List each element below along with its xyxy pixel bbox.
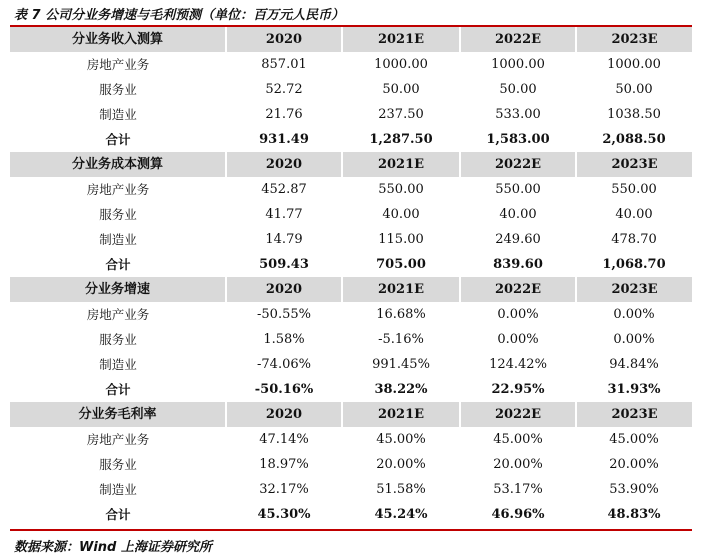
value-cell: 857.01: [261, 57, 307, 72]
table-row: [10, 202, 692, 227]
value-cell: 45.00%: [609, 432, 659, 447]
value-cell: 31.93%: [607, 382, 661, 397]
table-row: [10, 352, 692, 377]
bottom-red-rule: [10, 529, 692, 531]
value-cell: 1.58%: [263, 332, 305, 347]
forecast-table: [10, 27, 692, 527]
year-header: 2023E: [576, 402, 692, 427]
year-header: 2021E: [342, 152, 460, 177]
value-cell: 50.00: [382, 82, 420, 97]
table-title: 表 7 公司分业务增速与毛利预测（单位：百万元人民币）: [14, 8, 345, 23]
year-header: 2022E: [460, 402, 576, 427]
value-cell: 32.17%: [259, 482, 309, 497]
year-header: 2022E: [460, 152, 576, 177]
row-label: 合计: [105, 507, 131, 522]
section-header-row: [10, 402, 692, 427]
year-header: 2023E: [576, 152, 692, 177]
value-cell: 16.68%: [376, 307, 426, 322]
value-cell: 40.00: [382, 207, 420, 222]
value-cell: 47.14%: [259, 432, 309, 447]
value-cell: 931.49: [259, 132, 309, 147]
table-row: [10, 477, 692, 502]
value-cell: 21.76: [265, 107, 303, 122]
row-label: 合计: [105, 382, 131, 397]
value-cell: 52.72: [265, 82, 303, 97]
value-cell: 50.00: [499, 82, 537, 97]
data-source: 数据来源：Wind 上海证券研究所: [14, 540, 212, 555]
value-cell: 705.00: [376, 257, 426, 272]
value-cell: 53.17%: [493, 482, 543, 497]
section-header-row: [10, 152, 692, 177]
row-label: 服务业: [99, 82, 137, 97]
value-cell: 2,088.50: [602, 132, 666, 147]
value-cell: 509.43: [259, 257, 309, 272]
year-header: 2020: [226, 152, 342, 177]
row-label: 服务业: [99, 332, 137, 347]
row-label: 制造业: [99, 482, 137, 497]
value-cell: 22.95%: [491, 382, 545, 397]
value-cell: 237.50: [378, 107, 424, 122]
value-cell: -50.16%: [254, 382, 314, 397]
value-cell: 45.00%: [376, 432, 426, 447]
table-row: [10, 77, 692, 102]
value-cell: 45.00%: [493, 432, 543, 447]
value-cell: 20.00%: [493, 457, 543, 472]
total-row: [10, 377, 692, 402]
row-label: 房地产业务: [86, 307, 150, 322]
row-label: 合计: [105, 132, 131, 147]
value-cell: 0.00%: [613, 307, 655, 322]
value-cell: 1000.00: [607, 57, 661, 72]
table-row: [10, 177, 692, 202]
value-cell: 1,287.50: [369, 132, 433, 147]
year-header: 2022E: [460, 27, 576, 52]
value-cell: 550.00: [495, 182, 541, 197]
value-cell: 550.00: [378, 182, 424, 197]
value-cell: -74.06%: [257, 357, 311, 372]
year-header: 2023E: [576, 27, 692, 52]
year-header: 2020: [226, 277, 342, 302]
value-cell: 124.42%: [489, 357, 547, 372]
value-cell: 41.77: [265, 207, 303, 222]
value-cell: 1,068.70: [602, 257, 666, 272]
value-cell: 40.00: [499, 207, 537, 222]
value-cell: 478.70: [611, 232, 657, 247]
section-header-label: 分业务增速: [10, 277, 226, 302]
value-cell: 249.60: [495, 232, 541, 247]
table-row: [10, 227, 692, 252]
year-header: 2020: [226, 402, 342, 427]
value-cell: -5.16%: [378, 332, 424, 347]
value-cell: 452.87: [261, 182, 307, 197]
value-cell: 0.00%: [497, 332, 539, 347]
value-cell: -50.55%: [257, 307, 311, 322]
section-header-row: [10, 277, 692, 302]
value-cell: 50.00: [615, 82, 653, 97]
value-cell: 46.96%: [491, 507, 545, 522]
table-row: [10, 427, 692, 452]
value-cell: 48.83%: [607, 507, 661, 522]
table-row: [10, 102, 692, 127]
value-cell: 14.79: [265, 232, 303, 247]
table-row: [10, 327, 692, 352]
value-cell: 839.60: [493, 257, 543, 272]
value-cell: 94.84%: [609, 357, 659, 372]
value-cell: 40.00: [615, 207, 653, 222]
table-row: [10, 52, 692, 77]
row-label: 制造业: [99, 107, 137, 122]
year-header: 2021E: [342, 402, 460, 427]
row-label: 合计: [105, 257, 131, 272]
year-header: 2020: [226, 27, 342, 52]
value-cell: 45.30%: [257, 507, 311, 522]
total-row: [10, 502, 692, 527]
row-label: 制造业: [99, 232, 137, 247]
value-cell: 20.00%: [609, 457, 659, 472]
value-cell: 53.90%: [609, 482, 659, 497]
value-cell: 45.24%: [374, 507, 428, 522]
value-cell: 51.58%: [376, 482, 426, 497]
value-cell: 18.97%: [259, 457, 309, 472]
value-cell: 533.00: [495, 107, 541, 122]
section-header-row: [10, 27, 692, 52]
row-label: 房地产业务: [86, 182, 150, 197]
value-cell: 991.45%: [372, 357, 430, 372]
total-row: [10, 127, 692, 152]
section-header-label: 分业务成本测算: [10, 152, 226, 177]
value-cell: 1000.00: [491, 57, 545, 72]
value-cell: 550.00: [611, 182, 657, 197]
value-cell: 1000.00: [374, 57, 428, 72]
value-cell: 20.00%: [376, 457, 426, 472]
row-label: 房地产业务: [86, 432, 150, 447]
table-row: [10, 452, 692, 477]
row-label: 房地产业务: [86, 57, 150, 72]
section-header-label: 分业务毛利率: [10, 402, 226, 427]
table-body: [10, 27, 692, 527]
year-header: 2023E: [576, 277, 692, 302]
table-row: [10, 302, 692, 327]
row-label: 服务业: [99, 207, 137, 222]
value-cell: 0.00%: [497, 307, 539, 322]
value-cell: 1,583.00: [486, 132, 550, 147]
section-header-label: 分业务收入测算: [10, 27, 226, 52]
value-cell: 115.00: [378, 232, 424, 247]
year-header: 2022E: [460, 277, 576, 302]
total-row: [10, 252, 692, 277]
row-label: 制造业: [99, 357, 137, 372]
row-label: 服务业: [99, 457, 137, 472]
year-header: 2021E: [342, 277, 460, 302]
value-cell: 0.00%: [613, 332, 655, 347]
value-cell: 38.22%: [374, 382, 428, 397]
year-header: 2021E: [342, 27, 460, 52]
value-cell: 1038.50: [607, 107, 661, 122]
